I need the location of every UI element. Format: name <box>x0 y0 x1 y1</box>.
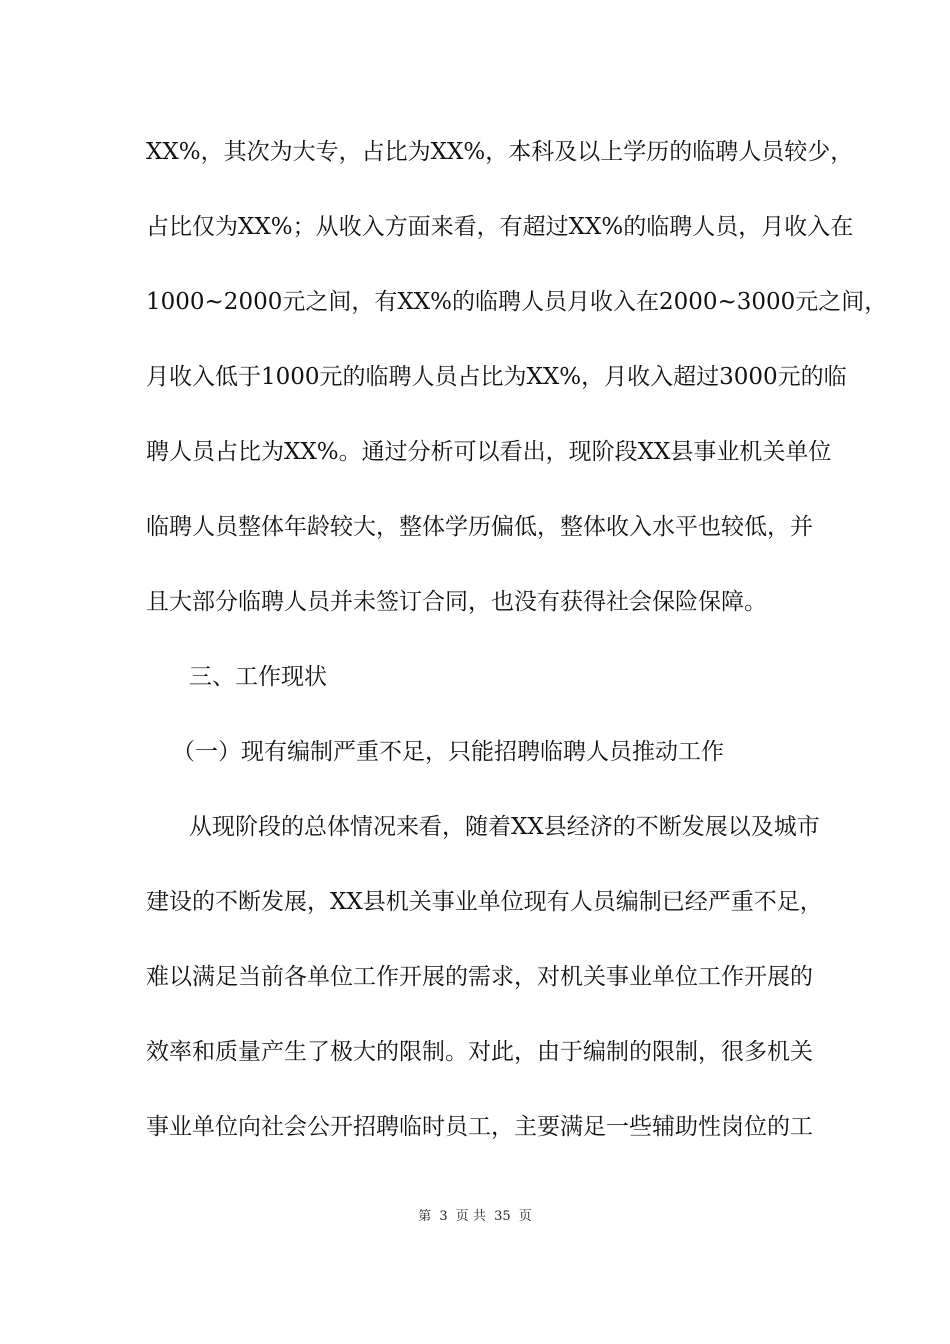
paragraph-line: 难以满足当前各单位工作开展的需求，对机关事业单位工作开展的 <box>146 964 813 990</box>
footer-total-pages: 35 <box>494 1209 511 1224</box>
page-footer <box>0 1208 950 1226</box>
paragraph-line: 1000~2000元之间，有XX%的临聘人员月收入在2000~3000元之间， <box>146 289 888 315</box>
paragraph-line: 月收入低于1000元的临聘人员占比为XX%，月收入超过3000元的临 <box>146 364 847 390</box>
paragraph-line: 占比仅为XX%；从收入方面来看，有超过XX%的临聘人员，月收入在 <box>146 214 854 240</box>
paragraph-line: 且大部分临聘人员并未签订合同，也没有获得社会保险保障。 <box>146 589 767 615</box>
section-heading: 三、工作现状 <box>189 664 327 690</box>
paragraph-line: 聘人员占比为XX%。通过分析可以看出，现阶段XX县事业机关单位 <box>146 439 832 465</box>
paragraph-line: 事业单位向社会公开招聘临时员工，主要满足一些辅助性岗位的工 <box>146 1114 813 1140</box>
paragraph-line: 临聘人员整体年龄较大，整体学历偏低，整体收入水平也较低，并 <box>146 514 813 540</box>
paragraph-line: XX%，其次为大专，占比为XX%，本科及以上学历的临聘人员较少， <box>146 139 854 165</box>
footer-current-page: 3 <box>439 1209 448 1224</box>
paragraph-line: 效率和质量产生了极大的限制。对此，由于编制的限制，很多机关 <box>146 1039 813 1065</box>
subsection-heading: （一）现有编制严重不足，只能招聘临聘人员推动工作 <box>172 739 724 765</box>
paragraph-line: 从现阶段的总体情况来看，随着XX县经济的不断发展以及城市 <box>189 814 820 840</box>
footer-prefix: 第 <box>418 1209 432 1224</box>
footer-suffix: 页 <box>518 1209 532 1224</box>
footer-middle: 页 共 <box>455 1209 486 1224</box>
paragraph-line: 建设的不断发展，XX县机关事业单位现有人员编制已经严重不足， <box>146 889 823 915</box>
